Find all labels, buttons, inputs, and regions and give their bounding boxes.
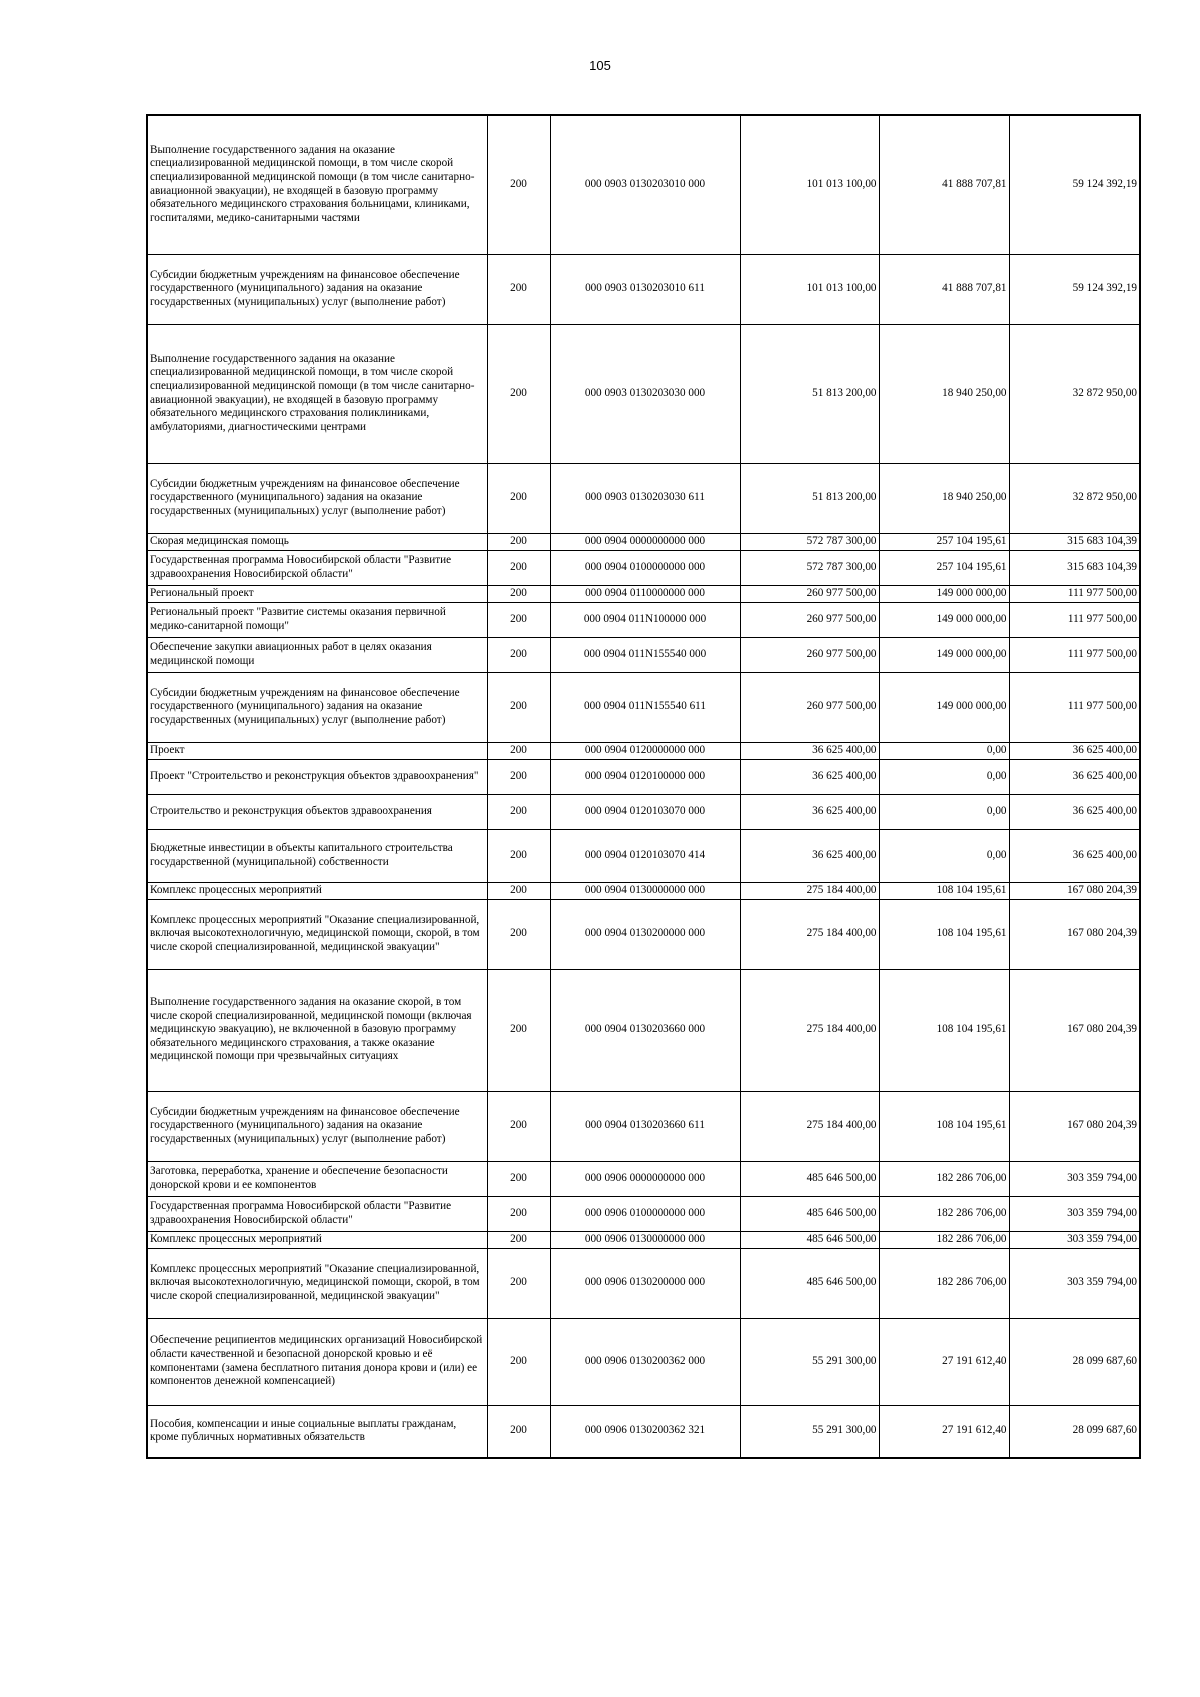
row-name-cell: Субсидии бюджетным учреждениям на финансовое обеспечение государственного (муниципального) задания на оказание государственных (муниципальных) услуг (выполнение работ) — [147, 672, 487, 742]
row-budget-code-cell: 000 0904 0120000000 000 — [550, 742, 740, 759]
row-budget-code-cell: 000 0904 0120100000 000 — [550, 759, 740, 794]
row-approved-cell: 260 977 500,00 — [740, 637, 879, 672]
row-unexecuted-cell: 167 080 204,39 — [1009, 1091, 1140, 1161]
row-executed-cell: 0,00 — [879, 829, 1009, 882]
row-unexecuted-cell: 28 099 687,60 — [1009, 1405, 1140, 1458]
row-name-cell: Пособия, компенсации и иные социальные выплаты гражданам, кроме публичных нормативных обязательств — [147, 1405, 487, 1458]
table-row — [147, 742, 1140, 759]
row-budget-code-cell: 000 0906 0100000000 000 — [550, 1196, 740, 1231]
row-executed-cell: 18 940 250,00 — [879, 463, 1009, 533]
row-executed-cell: 182 286 706,00 — [879, 1161, 1009, 1196]
row-executed-cell: 257 104 195,61 — [879, 533, 1009, 550]
row-budget-code-cell: 000 0906 0000000000 000 — [550, 1161, 740, 1196]
table-row — [147, 1248, 1140, 1318]
row-approved-cell: 101 013 100,00 — [740, 115, 879, 254]
row-unexecuted-cell: 111 977 500,00 — [1009, 637, 1140, 672]
row-executed-cell: 27 191 612,40 — [879, 1405, 1009, 1458]
row-approved-cell: 485 646 500,00 — [740, 1196, 879, 1231]
row-executed-cell: 0,00 — [879, 742, 1009, 759]
row-budget-code-cell: 000 0904 011N155540 000 — [550, 637, 740, 672]
row-budget-code-cell: 000 0906 0130200362 321 — [550, 1405, 740, 1458]
table-row — [147, 550, 1140, 585]
row-line-code-cell: 200 — [487, 463, 550, 533]
table-row — [147, 602, 1140, 637]
row-line-code-cell: 200 — [487, 533, 550, 550]
row-budget-code-cell: 000 0903 0130203030 000 — [550, 324, 740, 463]
row-line-code-cell: 200 — [487, 899, 550, 969]
row-approved-cell: 51 813 200,00 — [740, 324, 879, 463]
row-approved-cell: 55 291 300,00 — [740, 1405, 879, 1458]
row-executed-cell: 149 000 000,00 — [879, 637, 1009, 672]
row-executed-cell: 108 104 195,61 — [879, 1091, 1009, 1161]
row-unexecuted-cell: 36 625 400,00 — [1009, 829, 1140, 882]
row-name-cell: Государственная программа Новосибирской области "Развитие здравоохранения Новосибирской области" — [147, 1196, 487, 1231]
row-executed-cell: 149 000 000,00 — [879, 672, 1009, 742]
row-unexecuted-cell: 167 080 204,39 — [1009, 899, 1140, 969]
row-line-code-cell: 200 — [487, 585, 550, 602]
row-line-code-cell: 200 — [487, 1231, 550, 1248]
row-line-code-cell: 200 — [487, 254, 550, 324]
row-executed-cell: 149 000 000,00 — [879, 602, 1009, 637]
row-unexecuted-cell: 111 977 500,00 — [1009, 672, 1140, 742]
row-executed-cell: 41 888 707,81 — [879, 254, 1009, 324]
row-name-cell: Бюджетные инвестиции в объекты капитального строительства государственной (муниципальной) собственности — [147, 829, 487, 882]
row-name-cell: Субсидии бюджетным учреждениям на финансовое обеспечение государственного (муниципального) задания на оказание государственных (муниципальных) услуг (выполнение работ) — [147, 254, 487, 324]
row-name-cell: Заготовка, переработка, хранение и обеспечение безопасности донорской крови и ее компонентов — [147, 1161, 487, 1196]
row-executed-cell: 18 940 250,00 — [879, 324, 1009, 463]
row-name-cell: Проект — [147, 742, 487, 759]
row-unexecuted-cell: 303 359 794,00 — [1009, 1196, 1140, 1231]
row-executed-cell: 41 888 707,81 — [879, 115, 1009, 254]
row-approved-cell: 36 625 400,00 — [740, 794, 879, 829]
table-row — [147, 254, 1140, 324]
row-executed-cell: 182 286 706,00 — [879, 1248, 1009, 1318]
row-budget-code-cell: 000 0904 0130000000 000 — [550, 882, 740, 899]
row-approved-cell: 275 184 400,00 — [740, 882, 879, 899]
row-line-code-cell: 200 — [487, 1196, 550, 1231]
row-unexecuted-cell: 303 359 794,00 — [1009, 1231, 1140, 1248]
row-line-code-cell: 200 — [487, 115, 550, 254]
budget-execution-table — [146, 114, 1141, 1459]
row-name-cell: Обеспечение закупки авиационных работ в целях оказания медицинской помощи — [147, 637, 487, 672]
table-row — [147, 1161, 1140, 1196]
table-row — [147, 637, 1140, 672]
row-unexecuted-cell: 59 124 392,19 — [1009, 254, 1140, 324]
row-approved-cell: 55 291 300,00 — [740, 1318, 879, 1405]
table-row — [147, 899, 1140, 969]
table-row — [147, 969, 1140, 1091]
row-unexecuted-cell: 59 124 392,19 — [1009, 115, 1140, 254]
row-budget-code-cell: 000 0904 0130203660 000 — [550, 969, 740, 1091]
row-budget-code-cell: 000 0906 0130000000 000 — [550, 1231, 740, 1248]
table-row — [147, 1091, 1140, 1161]
row-unexecuted-cell: 167 080 204,39 — [1009, 969, 1140, 1091]
row-name-cell: Скорая медицинская помощь — [147, 533, 487, 550]
row-unexecuted-cell: 36 625 400,00 — [1009, 742, 1140, 759]
row-approved-cell: 275 184 400,00 — [740, 1091, 879, 1161]
row-budget-code-cell: 000 0904 0130203660 611 — [550, 1091, 740, 1161]
row-budget-code-cell: 000 0904 0120103070 000 — [550, 794, 740, 829]
row-unexecuted-cell: 36 625 400,00 — [1009, 794, 1140, 829]
row-unexecuted-cell: 111 977 500,00 — [1009, 585, 1140, 602]
table-row — [147, 324, 1140, 463]
row-name-cell: Комплекс процессных мероприятий — [147, 882, 487, 899]
table-row — [147, 672, 1140, 742]
table-row — [147, 1196, 1140, 1231]
table-row — [147, 882, 1140, 899]
row-line-code-cell: 200 — [487, 324, 550, 463]
row-line-code-cell: 200 — [487, 742, 550, 759]
row-name-cell: Комплекс процессных мероприятий — [147, 1231, 487, 1248]
row-approved-cell: 36 625 400,00 — [740, 759, 879, 794]
row-executed-cell: 182 286 706,00 — [879, 1196, 1009, 1231]
row-budget-code-cell: 000 0903 0130203030 611 — [550, 463, 740, 533]
table-row — [147, 794, 1140, 829]
table-row — [147, 115, 1140, 254]
row-line-code-cell: 200 — [487, 1405, 550, 1458]
row-approved-cell: 260 977 500,00 — [740, 602, 879, 637]
row-budget-code-cell: 000 0904 011N100000 000 — [550, 602, 740, 637]
table-row — [147, 1318, 1140, 1405]
row-line-code-cell: 200 — [487, 637, 550, 672]
row-approved-cell: 275 184 400,00 — [740, 899, 879, 969]
row-executed-cell: 108 104 195,61 — [879, 969, 1009, 1091]
row-approved-cell: 485 646 500,00 — [740, 1248, 879, 1318]
page-number: 105 — [589, 58, 611, 73]
row-unexecuted-cell: 36 625 400,00 — [1009, 759, 1140, 794]
row-budget-code-cell: 000 0904 0120103070 414 — [550, 829, 740, 882]
table-row — [147, 829, 1140, 882]
row-budget-code-cell: 000 0904 011N155540 611 — [550, 672, 740, 742]
row-line-code-cell: 200 — [487, 794, 550, 829]
row-budget-code-cell: 000 0903 0130203010 611 — [550, 254, 740, 324]
table-row — [147, 1405, 1140, 1458]
row-approved-cell: 275 184 400,00 — [740, 969, 879, 1091]
row-approved-cell: 572 787 300,00 — [740, 550, 879, 585]
row-line-code-cell: 200 — [487, 829, 550, 882]
row-name-cell: Выполнение государственного задания на оказание скорой, в том числе скорой специализированной, медицинской помощи (включая медицинскую эвакуацию), не включенной в базовую программу обязательного медицинского страхования, а также оказание медицинской помощи при чрезвычайных ситуациях — [147, 969, 487, 1091]
row-approved-cell: 485 646 500,00 — [740, 1161, 879, 1196]
row-line-code-cell: 200 — [487, 1091, 550, 1161]
row-name-cell: Государственная программа Новосибирской области "Развитие здравоохранения Новосибирской области" — [147, 550, 487, 585]
row-name-cell: Проект "Строительство и реконструкция объектов здравоохранения" — [147, 759, 487, 794]
row-line-code-cell: 200 — [487, 969, 550, 1091]
row-executed-cell: 182 286 706,00 — [879, 1231, 1009, 1248]
row-name-cell: Обеспечение реципиентов медицинских организаций Новосибирской области качественной и безопасной донорской кровью и её компонентами (замена бесплатного питания донора крови и (или) ее компонентов денежной компенсацией) — [147, 1318, 487, 1405]
row-unexecuted-cell: 32 872 950,00 — [1009, 324, 1140, 463]
row-name-cell: Региональный проект "Развитие системы оказания первичной медико-санитарной помощи" — [147, 602, 487, 637]
row-name-cell: Комплекс процессных мероприятий "Оказание специализированной, включая высокотехнологичную, медицинской помощи, скорой, в том числе скорой специализированной, медицинской эвакуации" — [147, 1248, 487, 1318]
row-unexecuted-cell: 32 872 950,00 — [1009, 463, 1140, 533]
row-approved-cell: 51 813 200,00 — [740, 463, 879, 533]
row-name-cell: Региональный проект — [147, 585, 487, 602]
row-approved-cell: 36 625 400,00 — [740, 742, 879, 759]
row-unexecuted-cell: 28 099 687,60 — [1009, 1318, 1140, 1405]
row-line-code-cell: 200 — [487, 550, 550, 585]
row-unexecuted-cell: 111 977 500,00 — [1009, 602, 1140, 637]
row-budget-code-cell: 000 0906 0130200000 000 — [550, 1248, 740, 1318]
row-name-cell: Субсидии бюджетным учреждениям на финансовое обеспечение государственного (муниципального) задания на оказание государственных (муниципальных) услуг (выполнение работ) — [147, 463, 487, 533]
row-executed-cell: 257 104 195,61 — [879, 550, 1009, 585]
table-row — [147, 759, 1140, 794]
row-name-cell: Строительство и реконструкция объектов здравоохранения — [147, 794, 487, 829]
table-row — [147, 1231, 1140, 1248]
row-unexecuted-cell: 303 359 794,00 — [1009, 1161, 1140, 1196]
row-budget-code-cell: 000 0904 0130200000 000 — [550, 899, 740, 969]
row-name-cell: Комплекс процессных мероприятий "Оказание специализированной, включая высокотехнологичную, медицинской помощи, скорой, в том числе скорой специализированной, медицинской эвакуации" — [147, 899, 487, 969]
row-unexecuted-cell: 167 080 204,39 — [1009, 882, 1140, 899]
table-row — [147, 533, 1140, 550]
row-budget-code-cell: 000 0906 0130200362 000 — [550, 1318, 740, 1405]
row-line-code-cell: 200 — [487, 1161, 550, 1196]
row-executed-cell: 0,00 — [879, 759, 1009, 794]
table-body — [147, 115, 1140, 1458]
row-executed-cell: 149 000 000,00 — [879, 585, 1009, 602]
row-line-code-cell: 200 — [487, 759, 550, 794]
table-row — [147, 585, 1140, 602]
row-line-code-cell: 200 — [487, 672, 550, 742]
row-approved-cell: 36 625 400,00 — [740, 829, 879, 882]
row-budget-code-cell: 000 0904 0000000000 000 — [550, 533, 740, 550]
row-budget-code-cell: 000 0904 0110000000 000 — [550, 585, 740, 602]
row-line-code-cell: 200 — [487, 1318, 550, 1405]
row-name-cell: Выполнение государственного задания на оказание специализированной медицинской помощи, в том числе скорой специализированной медицинской помощи (в том числе санитарно-авиационной эвакуации), не входящей в базовую программу обязательного медицинского страхования больницами, клиниками, госпиталями, медико-санитарными частями — [147, 115, 487, 254]
row-approved-cell: 260 977 500,00 — [740, 672, 879, 742]
row-budget-code-cell: 000 0904 0100000000 000 — [550, 550, 740, 585]
row-unexecuted-cell: 315 683 104,39 — [1009, 550, 1140, 585]
row-approved-cell: 101 013 100,00 — [740, 254, 879, 324]
row-executed-cell: 0,00 — [879, 794, 1009, 829]
row-name-cell: Субсидии бюджетным учреждениям на финансовое обеспечение государственного (муниципального) задания на оказание государственных (муниципальных) услуг (выполнение работ) — [147, 1091, 487, 1161]
row-line-code-cell: 200 — [487, 602, 550, 637]
row-approved-cell: 485 646 500,00 — [740, 1231, 879, 1248]
row-line-code-cell: 200 — [487, 882, 550, 899]
row-executed-cell: 108 104 195,61 — [879, 882, 1009, 899]
row-executed-cell: 27 191 612,40 — [879, 1318, 1009, 1405]
row-approved-cell: 572 787 300,00 — [740, 533, 879, 550]
table-row — [147, 463, 1140, 533]
row-unexecuted-cell: 315 683 104,39 — [1009, 533, 1140, 550]
row-approved-cell: 260 977 500,00 — [740, 585, 879, 602]
row-executed-cell: 108 104 195,61 — [879, 899, 1009, 969]
row-name-cell: Выполнение государственного задания на оказание специализированной медицинской помощи, в том числе скорой специализированной медицинской помощи (в том числе санитарно-авиационной эвакуации), не входящей в базовую программу обязательного медицинского страхования поликлиниками, амбулаториями, диагностическими центрами — [147, 324, 487, 463]
row-line-code-cell: 200 — [487, 1248, 550, 1318]
row-unexecuted-cell: 303 359 794,00 — [1009, 1248, 1140, 1318]
row-budget-code-cell: 000 0903 0130203010 000 — [550, 115, 740, 254]
